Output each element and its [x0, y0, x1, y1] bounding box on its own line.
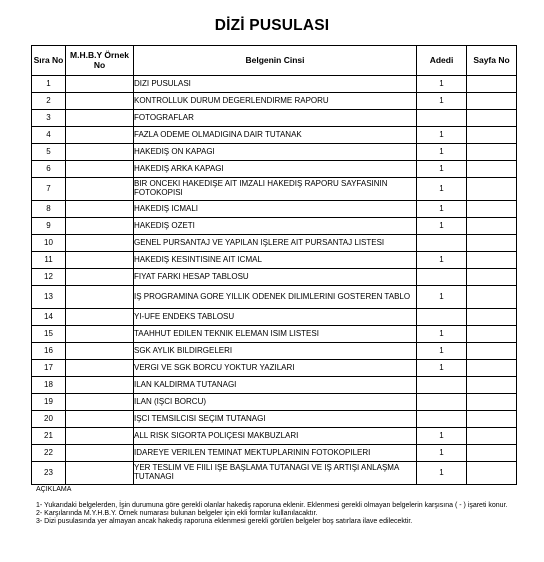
- document-name-cell: FOTOGRAFLAR: [134, 110, 417, 127]
- page-number-cell: [467, 360, 517, 377]
- table-row: [32, 343, 517, 360]
- mhby-cell: [66, 428, 134, 445]
- mhby-cell: [66, 252, 134, 269]
- table-row: [32, 326, 517, 343]
- document-name-cell: ILAN KALDIRMA TUTANAGI: [134, 377, 417, 394]
- table-row: [32, 76, 517, 93]
- page-number-cell: [467, 286, 517, 309]
- table-row: [32, 110, 517, 127]
- page-number-cell: [467, 377, 517, 394]
- header-adedi: Adedi: [417, 46, 467, 76]
- mhby-cell: [66, 76, 134, 93]
- row-number-cell: 2: [32, 93, 66, 110]
- row-number-cell: 16: [32, 343, 66, 360]
- quantity-cell: 1: [417, 178, 467, 201]
- page-number-cell: [467, 218, 517, 235]
- quantity-cell: [417, 377, 467, 394]
- row-number-cell: 14: [32, 309, 66, 326]
- row-number-cell: 15: [32, 326, 66, 343]
- header-sira-no: Sıra No: [32, 46, 66, 76]
- row-number-cell: 17: [32, 360, 66, 377]
- notes-section: [36, 486, 516, 526]
- quantity-cell: [417, 411, 467, 428]
- page-number-cell: [467, 411, 517, 428]
- note-item-1: 1- Yukarıdaki belgelerden, İşin durumuna göre gerekli olanlar hakediş raporuna eklenir. Eklenmesi gerekli olmayan belgelerin karşısına ( - ) işareti konur.: [36, 502, 508, 509]
- document-name-cell: GENEL PURSANTAJ VE YAPILAN IŞLERE AIT PURSANTAJ LISTESI: [134, 235, 417, 252]
- quantity-cell: 1: [417, 286, 467, 309]
- document-name-cell: HAKEDIŞ ICMALI: [134, 201, 417, 218]
- page-number-cell: [467, 93, 517, 110]
- page-number-cell: [467, 445, 517, 462]
- document-name-cell: FAZLA ODEME OLMADIGINA DAIR TUTANAK: [134, 127, 417, 144]
- mhby-cell: [66, 161, 134, 178]
- table-row: [32, 127, 517, 144]
- mhby-cell: [66, 93, 134, 110]
- document-name-cell: BIR ONCEKI HAKEDIŞE AIT IMZALI HAKEDIŞ RAPORU SAYFASININ FOTOKOPISI: [134, 178, 417, 201]
- page-number-cell: [467, 110, 517, 127]
- mhby-cell: [66, 235, 134, 252]
- note-item-2: 2- Karşılarında M.Y.H.B.Y. Örnek numarası bulunan belgeler için ekli formlar kullanılacaktır.: [36, 510, 318, 517]
- quantity-cell: 1: [417, 161, 467, 178]
- row-number-cell: 22: [32, 445, 66, 462]
- quantity-cell: 1: [417, 76, 467, 93]
- mhby-cell: [66, 110, 134, 127]
- row-number-cell: 13: [32, 286, 66, 309]
- document-name-cell: HAKEDIŞ ON KAPAGI: [134, 144, 417, 161]
- quantity-cell: 1: [417, 252, 467, 269]
- row-number-cell: 6: [32, 161, 66, 178]
- table-row: [32, 93, 517, 110]
- mhby-cell: [66, 178, 134, 201]
- row-number-cell: 20: [32, 411, 66, 428]
- table-row: [32, 377, 517, 394]
- row-number-cell: 18: [32, 377, 66, 394]
- quantity-cell: 1: [417, 127, 467, 144]
- mhby-cell: [66, 411, 134, 428]
- page-number-cell: [467, 201, 517, 218]
- document-name-cell: IDAREYE VERILEN TEMINAT MEKTUPLARININ FOTOKOPILERI: [134, 445, 417, 462]
- quantity-cell: [417, 309, 467, 326]
- row-number-cell: 19: [32, 394, 66, 411]
- header-belgenin-cinsi: Belgenin Cinsi: [134, 46, 417, 76]
- mhby-cell: [66, 127, 134, 144]
- row-number-cell: 3: [32, 110, 66, 127]
- mhby-cell: [66, 144, 134, 161]
- row-number-cell: 11: [32, 252, 66, 269]
- table-row: [32, 360, 517, 377]
- quantity-cell: 1: [417, 462, 467, 485]
- quantity-cell: 1: [417, 428, 467, 445]
- quantity-cell: 1: [417, 218, 467, 235]
- mhby-cell: [66, 326, 134, 343]
- table-row: [32, 201, 517, 218]
- quantity-cell: 1: [417, 343, 467, 360]
- table-body: [32, 76, 517, 485]
- mhby-cell: [66, 286, 134, 309]
- mhby-cell: [66, 269, 134, 286]
- page-number-cell: [467, 269, 517, 286]
- document-name-cell: ALL RISK SIGORTA POLIÇESI MAKBUZLARI: [134, 428, 417, 445]
- table-row: [32, 161, 517, 178]
- document-name-cell: IŞCI TEMSILCISI SEÇIM TUTANAGI: [134, 411, 417, 428]
- page-number-cell: [467, 343, 517, 360]
- mhby-cell: [66, 201, 134, 218]
- table-row: [32, 235, 517, 252]
- table-row: [32, 286, 517, 309]
- note-item-3: 3- Dizi pusulasında yer almayan ancak hakediş raporuna eklenmesi gerekli görülen belgeler boş satırlara ilave edilecektir.: [36, 518, 413, 525]
- row-number-cell: 5: [32, 144, 66, 161]
- table-row: [32, 252, 517, 269]
- table-row: [32, 144, 517, 161]
- document-name-cell: FIYAT FARKI HESAP TABLOSU: [134, 269, 417, 286]
- page-number-cell: [467, 127, 517, 144]
- document-name-cell: YI-UFE ENDEKS TABLOSU: [134, 309, 417, 326]
- page-number-cell: [467, 252, 517, 269]
- quantity-cell: 1: [417, 93, 467, 110]
- page-number-cell: [467, 462, 517, 485]
- mhby-cell: [66, 309, 134, 326]
- table-row: [32, 218, 517, 235]
- page-number-cell: [467, 428, 517, 445]
- quantity-cell: 1: [417, 144, 467, 161]
- page-number-cell: [467, 161, 517, 178]
- document-name-cell: ILAN (IŞCI BORCU): [134, 394, 417, 411]
- page-number-cell: [467, 235, 517, 252]
- table-row: [32, 462, 517, 485]
- table-row: [32, 428, 517, 445]
- table-row: [32, 309, 517, 326]
- notes-heading: AÇIKLAMA: [36, 486, 72, 493]
- quantity-cell: 1: [417, 360, 467, 377]
- document-name-cell: HAKEDIŞ ARKA KAPAGI: [134, 161, 417, 178]
- page-number-cell: [467, 394, 517, 411]
- row-number-cell: 4: [32, 127, 66, 144]
- mhby-cell: [66, 343, 134, 360]
- quantity-cell: [417, 110, 467, 127]
- page-number-cell: [467, 144, 517, 161]
- row-number-cell: 23: [32, 462, 66, 485]
- document-name-cell: DIZI PUSULASI: [134, 76, 417, 93]
- table-header-row: [32, 46, 517, 76]
- quantity-cell: 1: [417, 201, 467, 218]
- page-number-cell: [467, 178, 517, 201]
- document-name-cell: VERGI VE SGK BORCU YOKTUR YAZILARI: [134, 360, 417, 377]
- document-name-cell: HAKEDIŞ KESINTISINE AIT ICMAL: [134, 252, 417, 269]
- document-name-cell: YER TESLIM VE FIILI IŞE BAŞLAMA TUTANAGI VE IŞ ARTIŞI ANLAŞMA TUTANAGI: [134, 462, 417, 485]
- header-sayfa-no: Sayfa No: [467, 46, 517, 76]
- row-number-cell: 10: [32, 235, 66, 252]
- table-row: [32, 269, 517, 286]
- mhby-cell: [66, 394, 134, 411]
- mhby-cell: [66, 445, 134, 462]
- document-name-cell: TAAHHUT EDILEN TEKNIK ELEMAN ISIM LISTESI: [134, 326, 417, 343]
- row-number-cell: 7: [32, 178, 66, 201]
- page-number-cell: [467, 309, 517, 326]
- row-number-cell: 12: [32, 269, 66, 286]
- row-number-cell: 1: [32, 76, 66, 93]
- row-number-cell: 21: [32, 428, 66, 445]
- table-row: [32, 411, 517, 428]
- quantity-cell: [417, 394, 467, 411]
- mhby-cell: [66, 360, 134, 377]
- document-list-table: [31, 45, 517, 485]
- row-number-cell: 9: [32, 218, 66, 235]
- page-number-cell: [467, 76, 517, 93]
- document-name-cell: SGK AYLIK BILDIRGELERI: [134, 343, 417, 360]
- quantity-cell: 1: [417, 445, 467, 462]
- mhby-cell: [66, 218, 134, 235]
- document-name-cell: IŞ PROGRAMINA GORE YILLIK ODENEK DILIMLERINI GOSTEREN TABLO: [134, 286, 417, 309]
- page-title: DİZİ PUSULASI: [214, 17, 330, 34]
- quantity-cell: [417, 269, 467, 286]
- row-number-cell: 8: [32, 201, 66, 218]
- document-name-cell: HAKEDIŞ OZETI: [134, 218, 417, 235]
- document-name-cell: KONTROLLUK DURUM DEGERLENDIRME RAPORU: [134, 93, 417, 110]
- header-mhby-ornek-no: M.H.B.Y Örnek No: [66, 46, 134, 76]
- mhby-cell: [66, 377, 134, 394]
- quantity-cell: [417, 235, 467, 252]
- mhby-cell: [66, 462, 134, 485]
- quantity-cell: 1: [417, 326, 467, 343]
- table-row: [32, 445, 517, 462]
- table-row: [32, 178, 517, 201]
- page-number-cell: [467, 326, 517, 343]
- table-row: [32, 394, 517, 411]
